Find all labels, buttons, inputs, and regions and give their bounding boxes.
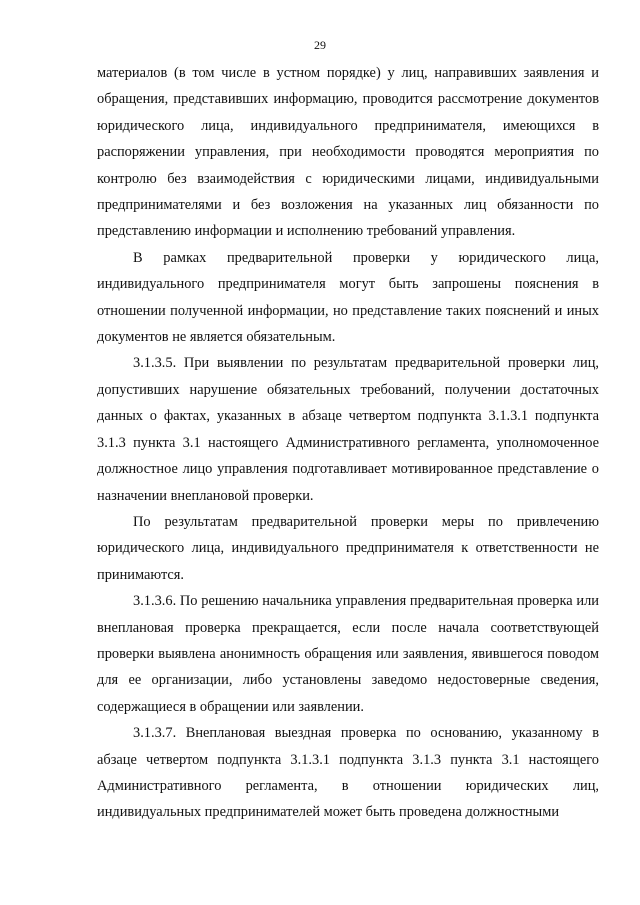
paragraph-3-1-3-6: 3.1.3.6. По решению начальника управления предварительная проверка или внеплановая проверка прекращается, если после начала соответствующей проверки выявлена анонимность обращения или заявления, явившегося поводом для ее организации, либо установлены заведомо недостоверные сведения, содержащиеся в обращении или заявлении. bbox=[97, 593, 599, 715]
paragraph-liability-measures: По результатам предварительной проверки меры по привлечению юридического лица, индивидуального предпринимателя к ответственности не принимаются. bbox=[97, 513, 599, 583]
paragraph-3-1-3-7: 3.1.3.7. Внеплановая выездная проверка по основанию, указанному в абзаце четвертом подпункта 3.1.3.1 подпункта 3.1.3 пункта 3.1 настоящего Административного регламента, в отношении юридических лиц, индивидуальных предпринимателей может быть проведена должностными bbox=[97, 725, 599, 821]
paragraph-preliminary-check-explanations: В рамках предварительной проверки у юридического лица, индивидуального предпринимателя могут быть запрошены пояснения в отношении полученной информации, но представление таких пояснений и иных документов не является обязательным. bbox=[97, 249, 599, 346]
paragraph-continuation: материалов (в том числе в устном порядке) у лиц, направивших заявления и обращения, представивших информацию, проводится рассмотрение документов юридического лица, индивидуального предпринимателя, имеющихся в распоряжении управления, при необходимости проводятся мероприятия по контролю без взаимодействия с юридическими лицами, индивидуальными предпринимателями и без возложения на указанных лиц обязанности по представлению информации и исполнению требований управления. bbox=[97, 65, 599, 240]
document-body bbox=[97, 60, 599, 826]
paragraph-3-1-3-5: 3.1.3.5. При выявлении по результатам предварительной проверки лиц, допустивших нарушение обязательных требований, получении достаточных данных о фактах, указанных в абзаце четвертом подпункта 3.1.3.1 подпункта 3.1.3 пункта 3.1 настоящего Административного регламента, уполномоченное должностное лицо управления подготавливает мотивированное представление о назначении внеплановой проверки. bbox=[97, 355, 599, 504]
page-number: 29 bbox=[314, 38, 326, 52]
